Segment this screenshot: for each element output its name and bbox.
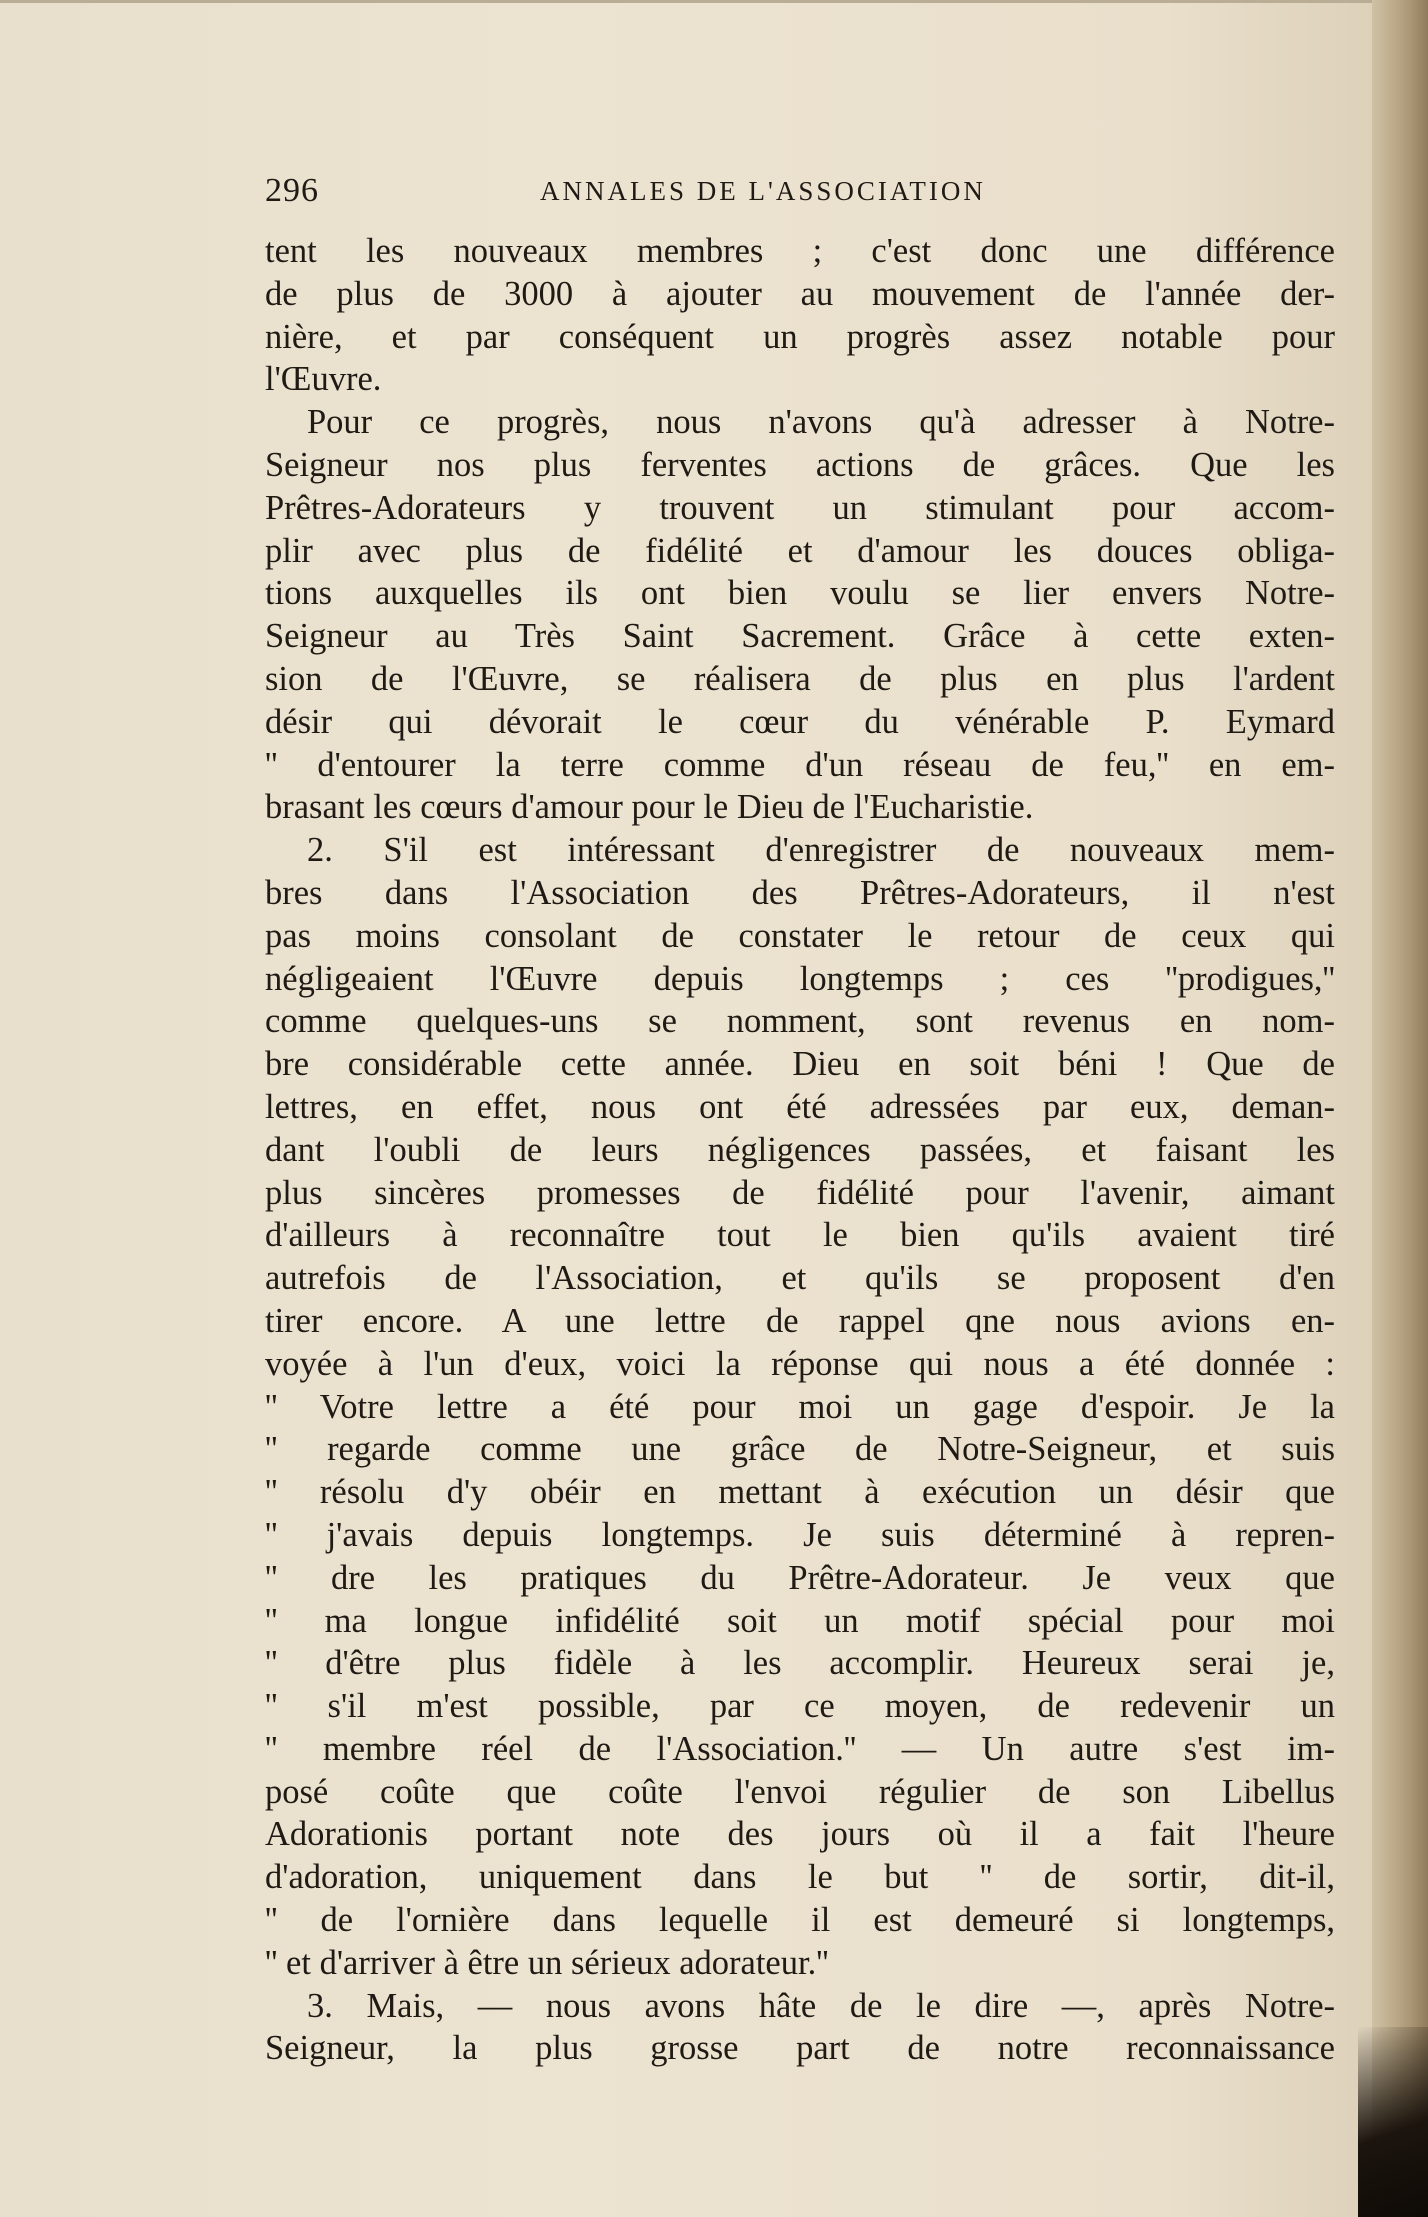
text-line: 3. Mais, — nous avons hâte de le dire —, après Notre- bbox=[307, 1986, 1335, 2025]
text-line: bre considérable cette année. Dieu en soit béni ! Que de bbox=[265, 1045, 1335, 1084]
text-line: bres dans l'Association des Prêtres-Adorateurs, il n'est bbox=[265, 873, 1335, 912]
text-line: plir avec plus de fidélité et d'amour les douces obliga- bbox=[265, 531, 1335, 570]
page-header bbox=[265, 172, 1335, 218]
text-line: '' j'avais depuis longtemps. Je suis déterminé à repren- bbox=[265, 1515, 1335, 1554]
text-line: tirer encore. A une lettre de rappel qne nous avions en- bbox=[265, 1301, 1335, 1340]
running-title: ANNALES DE L'ASSOCIATION bbox=[540, 176, 986, 206]
text-line: posé coûte que coûte l'envoi régulier de son Libellus bbox=[265, 1772, 1335, 1811]
text-line: lettres, en effet, nous ont été adressées par eux, deman- bbox=[265, 1087, 1335, 1126]
text-line: '' s'il m'est possible, par ce moyen, de redevenir un bbox=[265, 1687, 1335, 1726]
text-line: '' membre réel de l'Association.'' — Un autre s'est im- bbox=[265, 1729, 1335, 1768]
text-line: négligeaient l'Œuvre depuis longtemps ; ces ''prodigues,'' bbox=[265, 959, 1335, 998]
text-line: brasant les cœurs d'amour pour le Dieu de l'Eucharistie. bbox=[265, 788, 1034, 827]
text-line: '' regarde comme une grâce de Notre-Seigneur, et suis bbox=[265, 1430, 1335, 1469]
text-line: l'Œuvre. bbox=[265, 360, 382, 399]
text-line: '' de l'ornière dans lequelle il est demeuré si longtemps, bbox=[265, 1901, 1335, 1940]
text-line: voyée à l'un d'eux, voici la réponse qui nous a été donnée : bbox=[265, 1344, 1335, 1383]
text-line: '' d'être plus fidèle à les accomplir. Heureux serai je, bbox=[265, 1644, 1335, 1683]
text-line: Pour ce progrès, nous n'avons qu'à adresser à Notre- bbox=[307, 403, 1335, 442]
body-text bbox=[265, 230, 1335, 2070]
text-line: '' ma longue infidélité soit un motif spécial pour moi bbox=[265, 1601, 1335, 1640]
text-line: d'adoration, uniquement dans le but '' de sortir, dit-il, bbox=[265, 1858, 1335, 1897]
book-spine-shadow bbox=[1372, 0, 1428, 2217]
text-line: désir qui dévorait le cœur du vénérable P. Eymard bbox=[265, 702, 1335, 741]
text-line: d'ailleurs à reconnaître tout le bien qu'ils avaient tiré bbox=[265, 1216, 1335, 1255]
page-number: 296 bbox=[265, 172, 319, 209]
text-line: Seigneur au Très Saint Sacrement. Grâce à cette exten- bbox=[265, 617, 1335, 656]
text-line: '' résolu d'y obéir en mettant à exécution un désir que bbox=[265, 1473, 1335, 1512]
text-line: comme quelques-uns se nomment, sont revenus en nom- bbox=[265, 1002, 1335, 1041]
text-line: Adorationis portant note des jours où il a fait l'heure bbox=[265, 1815, 1335, 1854]
text-line: tent les nouveaux membres ; c'est donc une différence bbox=[265, 232, 1335, 270]
book-edge-dark-corner bbox=[1358, 2027, 1428, 2217]
text-line: '' et d'arriver à être un sérieux adorateur.'' bbox=[265, 1943, 829, 1982]
text-line: '' dre les pratiques du Prêtre-Adorateur. Je veux que bbox=[265, 1558, 1335, 1597]
text-line: Prêtres-Adorateurs y trouvent un stimulant pour accom- bbox=[265, 488, 1335, 527]
text-line: '' d'entourer la terre comme d'un réseau de feu,'' en em- bbox=[265, 745, 1335, 784]
text-line: tions auxquelles ils ont bien voulu se lier envers Notre- bbox=[265, 574, 1335, 613]
top-edge-rule bbox=[0, 0, 1372, 3]
text-line: nière, et par conséquent un progrès assez notable pour bbox=[265, 317, 1335, 356]
text-line: Seigneur nos plus ferventes actions de grâces. Que les bbox=[265, 445, 1335, 484]
text-line: 2. S'il est intéressant d'enregistrer de nouveaux mem- bbox=[307, 831, 1335, 870]
text-line: Seigneur, la plus grosse part de notre reconnaissance bbox=[265, 2029, 1335, 2068]
text-line: sion de l'Œuvre, se réalisera de plus en plus l'ardent bbox=[265, 659, 1335, 698]
text-line: plus sincères promesses de fidélité pour l'avenir, aimant bbox=[265, 1173, 1335, 1212]
text-line: pas moins consolant de constater le retour de ceux qui bbox=[265, 916, 1335, 955]
text-line: de plus de 3000 à ajouter au mouvement de l'année der- bbox=[265, 274, 1335, 313]
text-line: '' Votre lettre a été pour moi un gage d'espoir. Je la bbox=[265, 1387, 1335, 1426]
text-line: autrefois de l'Association, et qu'ils se proposent d'en bbox=[265, 1259, 1335, 1298]
text-line: dant l'oubli de leurs négligences passées, et faisant les bbox=[265, 1130, 1335, 1169]
